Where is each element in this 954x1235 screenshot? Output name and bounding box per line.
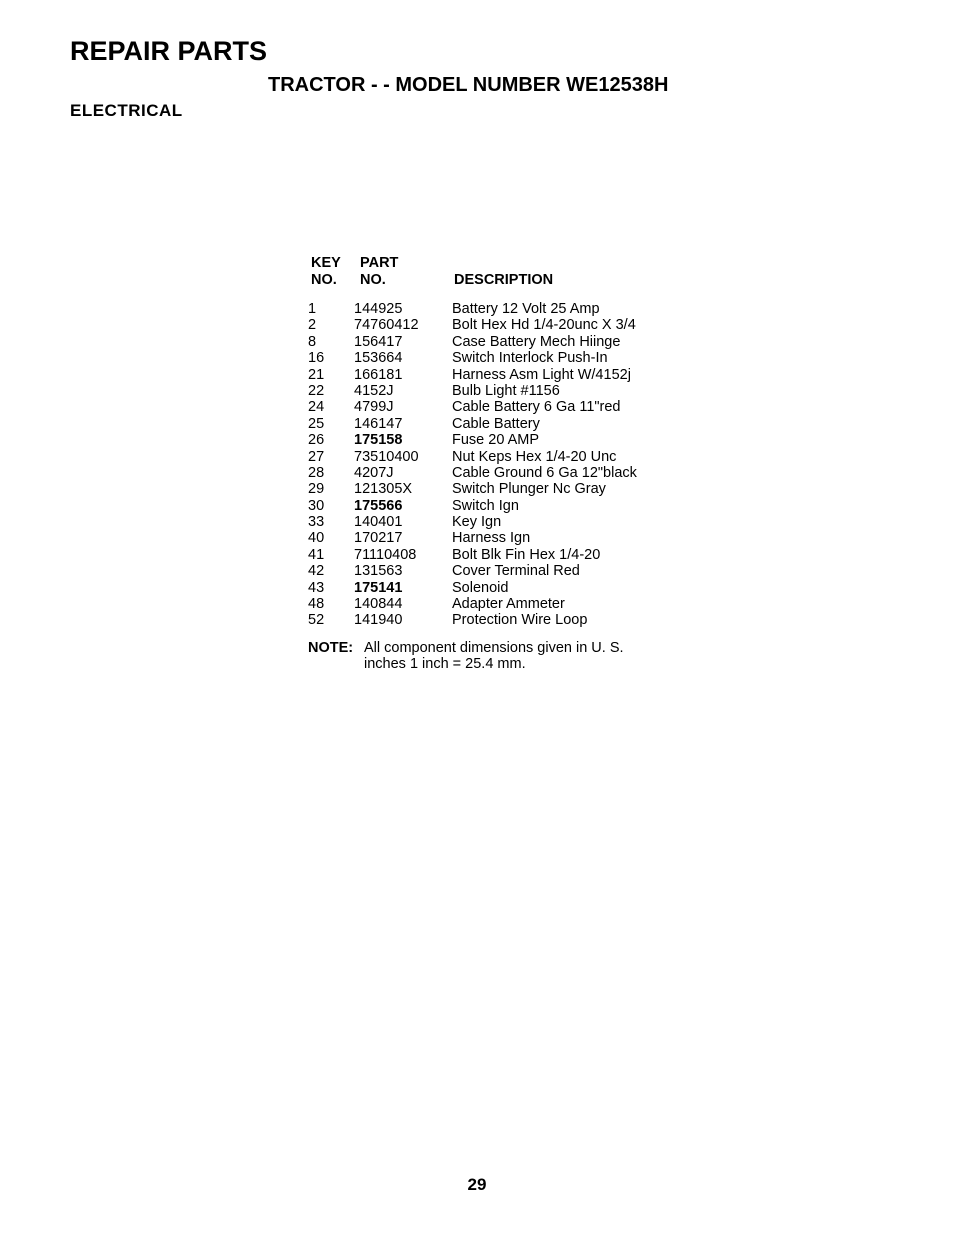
key-no-cell: 2 [308, 317, 317, 334]
table-row [308, 612, 668, 628]
parts-list [308, 301, 668, 629]
key-no-cell: 22 [308, 382, 325, 399]
key-no-cell: 33 [308, 514, 325, 531]
description-cell: Bulb Light #1156 [452, 382, 560, 399]
section-heading: ELECTRICAL [70, 101, 183, 120]
page-number: 29 [467, 1175, 487, 1194]
model-subtitle: TRACTOR - - MODEL NUMBER WE12538H [268, 74, 669, 96]
key-no-header [311, 255, 341, 289]
key-no-cell: 1 [308, 301, 317, 317]
part-no-cell: 74760412 [354, 317, 419, 334]
key-no-cell: 42 [308, 563, 325, 580]
note-label: NOTE: [308, 640, 354, 656]
key-no-cell: 21 [308, 366, 325, 383]
part-no-cell: 153664 [354, 350, 403, 367]
description-cell: Fuse 20 AMP [452, 432, 540, 449]
table-row [308, 580, 668, 596]
description-cell: Adapter Ammeter [452, 596, 565, 613]
table-row [308, 334, 668, 350]
description-cell: Solenoid [452, 579, 509, 596]
note [308, 640, 668, 673]
table-row [308, 596, 668, 612]
table-row [308, 317, 668, 333]
part-no-cell: 146147 [354, 415, 403, 432]
part-no-cell: 141940 [354, 612, 403, 629]
table-row [308, 301, 668, 317]
part-no-cell: 131563 [354, 563, 403, 580]
description-cell: Key Ign [452, 514, 502, 531]
description-cell: Protection Wire Loop [452, 612, 588, 629]
description-cell: Cable Battery [452, 415, 540, 432]
table-row [308, 367, 668, 383]
part-no-cell: 140844 [354, 596, 403, 613]
description-cell: Bolt Hex Hd 1/4-20unc X 3/4 [452, 317, 636, 334]
description-cell: Switch Plunger Nc Gray [452, 481, 606, 498]
part-no-header [360, 255, 398, 289]
key-no-cell: 16 [308, 350, 325, 367]
note-text: All component dimensions given in U. S. inches 1 inch = 25.4 mm. [364, 640, 624, 673]
key-no-cell: 8 [308, 333, 317, 350]
key-header-line1: KEY [311, 255, 341, 271]
description-cell: Battery 12 Volt 25 Amp [452, 301, 600, 317]
table-row [308, 514, 668, 530]
description-cell: Case Battery Mech Hiinge [452, 333, 621, 350]
part-no-cell: 175158 [354, 432, 403, 449]
description-cell: Bolt Blk Fin Hex 1/4-20 [452, 546, 601, 563]
table-row [308, 383, 668, 399]
description-header: DESCRIPTION [454, 272, 554, 288]
part-no-cell: 175566 [354, 497, 403, 514]
key-header-line2: NO. [311, 272, 337, 288]
description-cell: Switch Interlock Push-In [452, 350, 608, 367]
part-header-line1: PART [360, 255, 399, 271]
part-no-cell: 4799J [354, 399, 394, 416]
key-no-cell: 41 [308, 546, 325, 563]
key-no-cell: 40 [308, 530, 325, 547]
key-no-cell: 27 [308, 448, 325, 465]
description-cell: Cable Battery 6 Ga 11"red [452, 399, 621, 416]
key-no-cell: 52 [308, 612, 325, 629]
part-no-cell: 4207J [354, 464, 394, 481]
description-cell: Switch Ign [452, 497, 519, 514]
table-row [308, 416, 668, 432]
table-row [308, 350, 668, 366]
page-title: REPAIR PARTS [70, 36, 268, 66]
key-no-cell: 48 [308, 596, 325, 613]
part-no-cell: 156417 [354, 333, 403, 350]
key-no-cell: 43 [308, 579, 325, 596]
table-row [308, 449, 668, 465]
part-no-cell: 170217 [354, 530, 403, 547]
table-row [308, 432, 668, 448]
key-no-cell: 25 [308, 415, 325, 432]
key-no-cell: 24 [308, 399, 325, 416]
part-header-line2: NO. [360, 272, 386, 288]
description-cell: Harness Ign [452, 530, 531, 547]
description-cell: Cable Ground 6 Ga 12"black [452, 464, 637, 481]
description-cell: Cover Terminal Red [452, 563, 580, 580]
part-no-cell: 121305X [354, 481, 413, 498]
description-cell: Nut Keps Hex 1/4-20 Unc [452, 448, 617, 465]
key-no-cell: 28 [308, 464, 325, 481]
part-no-cell: 73510400 [354, 448, 419, 465]
part-no-cell: 166181 [354, 366, 403, 383]
table-row [308, 498, 668, 514]
description-cell: Harness Asm Light W/4152j [452, 366, 631, 383]
part-no-cell: 71110408 [354, 546, 417, 563]
table-row [308, 399, 668, 415]
key-no-cell: 29 [308, 481, 325, 498]
part-no-cell: 4152J [354, 382, 394, 399]
part-no-cell: 140401 [354, 514, 403, 531]
part-no-cell: 175141 [354, 579, 403, 596]
table-row [308, 481, 668, 497]
table-row [308, 563, 668, 579]
part-no-cell: 144925 [354, 301, 403, 317]
key-no-cell: 30 [308, 497, 325, 514]
table-row [308, 530, 668, 546]
table-row [308, 547, 668, 563]
table-row [308, 465, 668, 481]
key-no-cell: 26 [308, 432, 325, 449]
